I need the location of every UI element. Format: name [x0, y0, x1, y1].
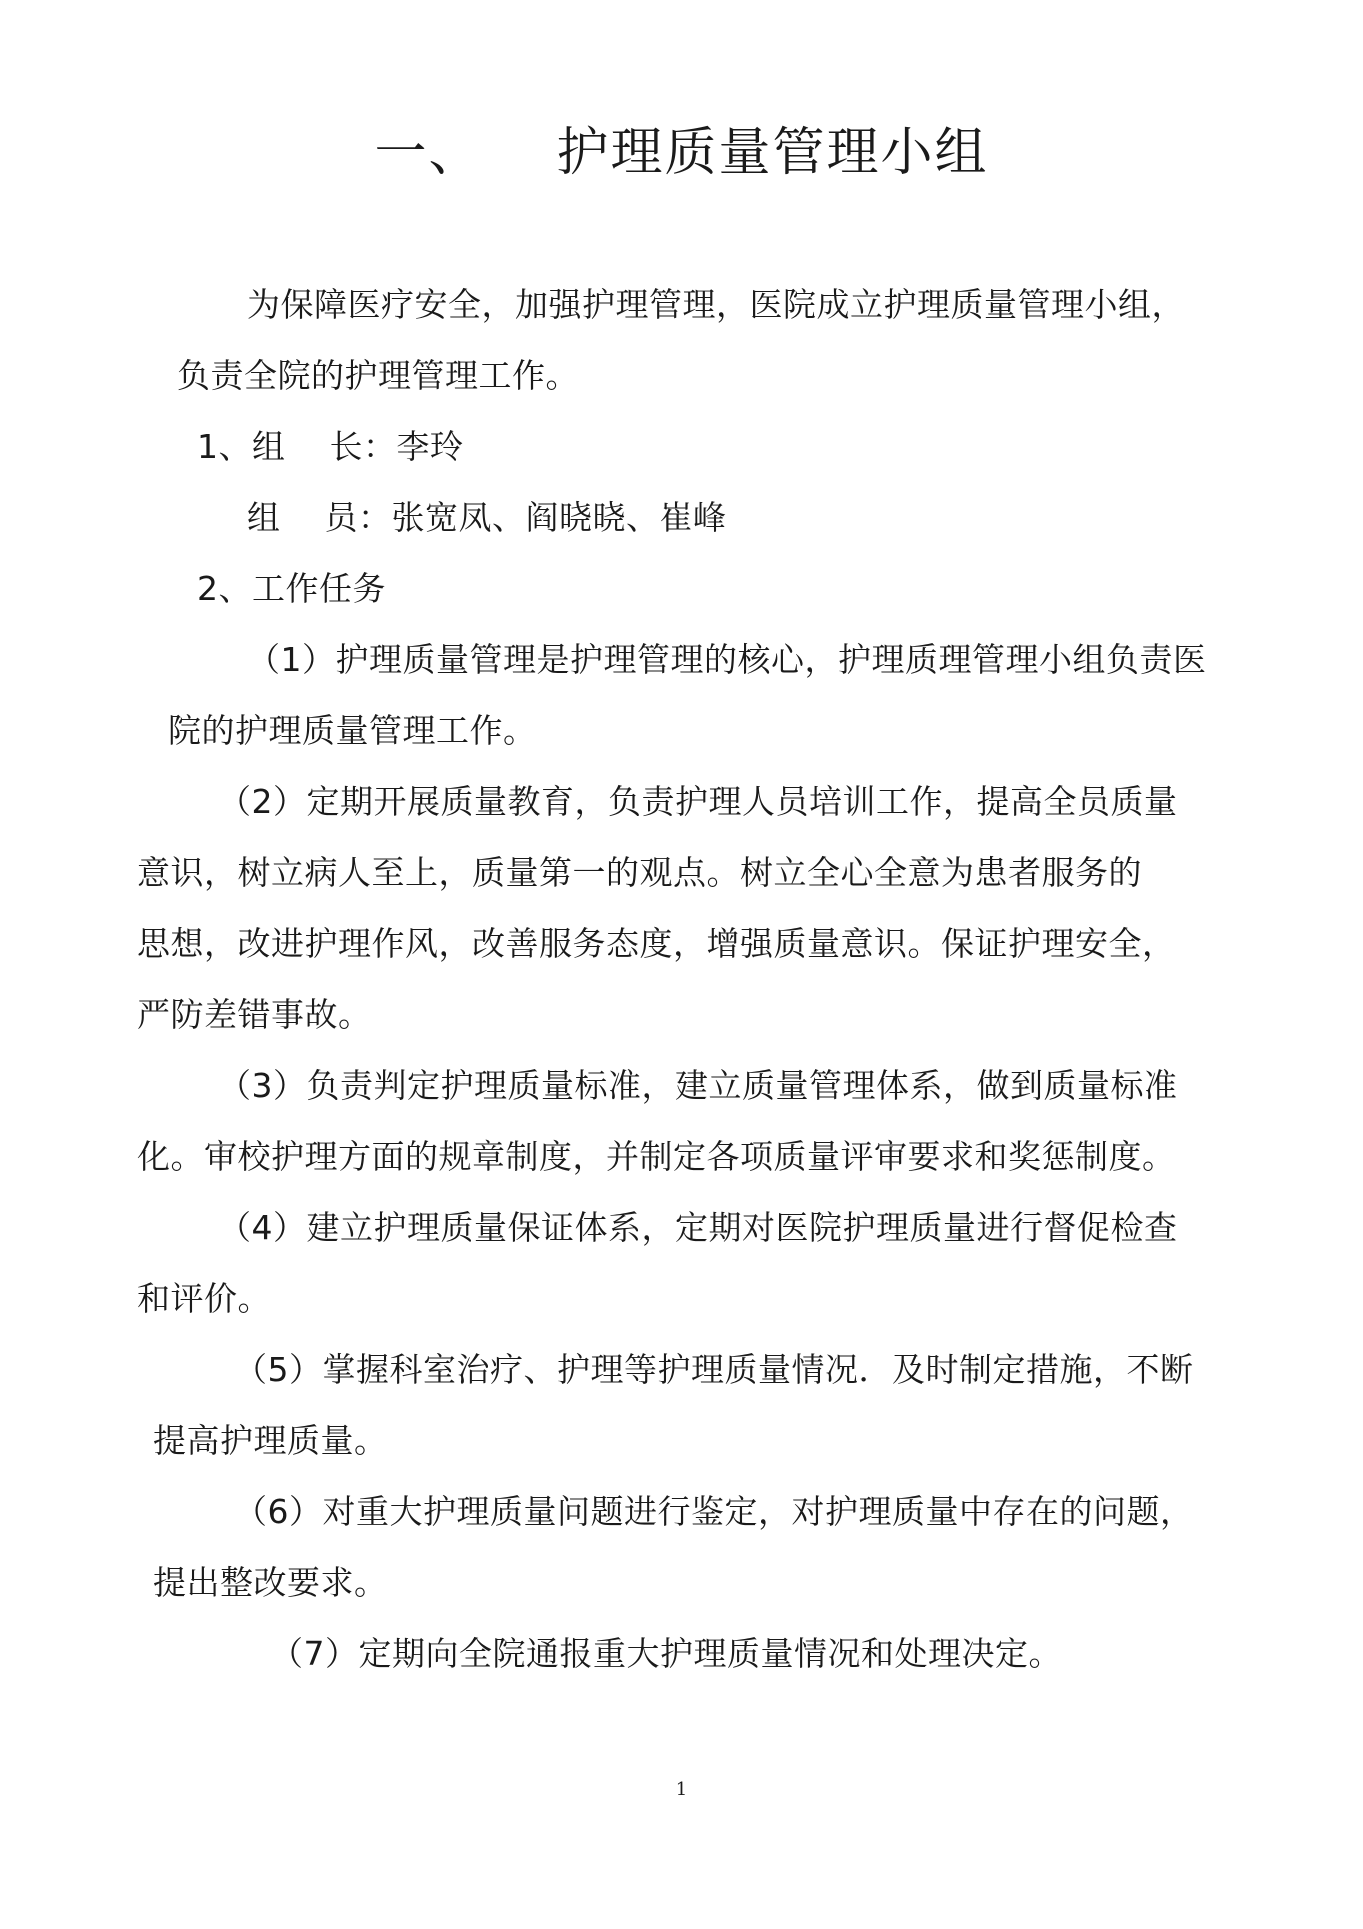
group-leader-line: 1、组 长：李玲 [197, 427, 464, 466]
tasks-heading: 2、工作任务 [197, 569, 386, 608]
task-2-line-2: 意识，树立病人至上，质量第一的观点。树立全心全意为患者服务的 [137, 853, 1142, 892]
task-4-line-1: （4）建立护理质量保证体系，定期对医院护理质量进行督促检查 [218, 1208, 1178, 1247]
task-5-line-2: 提高护理质量。 [153, 1421, 388, 1460]
task-1-line-1: （1）护理质量管理是护理管理的核心，护理质理管理小组负责医 [247, 640, 1207, 679]
intro-line-2: 负责全院的护理管理工作。 [177, 356, 579, 395]
task-2-line-4: 严防差错事故。 [137, 995, 372, 1034]
page-number: 1 [675, 1779, 688, 1800]
task-6-line-2: 提出整改要求。 [153, 1563, 388, 1602]
intro-line-1: 为保障医疗安全，加强护理管理，医院成立护理质量管理小组， [247, 285, 1185, 324]
task-6-line-1: （6）对重大护理质量问题进行鉴定，对护理质量中存在的问题， [234, 1492, 1194, 1531]
task-3-line-2: 化。审校护理方面的规章制度，并制定各项质量评审要求和奖惩制度。 [137, 1137, 1176, 1176]
task-3-line-1: （3）负责判定护理质量标准，建立质量管理体系，做到质量标准 [218, 1066, 1178, 1105]
task-7-line-1: （7）定期向全院通报重大护理质量情况和处理决定。 [270, 1634, 1062, 1673]
task-4-line-2: 和评价。 [137, 1279, 271, 1318]
group-members-line: 组 员：张宽凤、阎晓晓、崔峰 [247, 498, 727, 537]
task-5-line-1: （5）掌握科室治疗、护理等护理质量情况．及时制定措施，不断 [234, 1350, 1194, 1389]
task-2-line-1: （2）定期开展质量教育，负责护理人员培训工作，提高全员质量 [218, 782, 1178, 821]
page-title: 一、 护理质量管理小组 [374, 123, 989, 183]
task-1-line-2: 院的护理质量管理工作。 [168, 711, 537, 750]
task-2-line-3: 思想，改进护理作风，改善服务态度，增强质量意识。保证护理安全， [137, 924, 1176, 963]
